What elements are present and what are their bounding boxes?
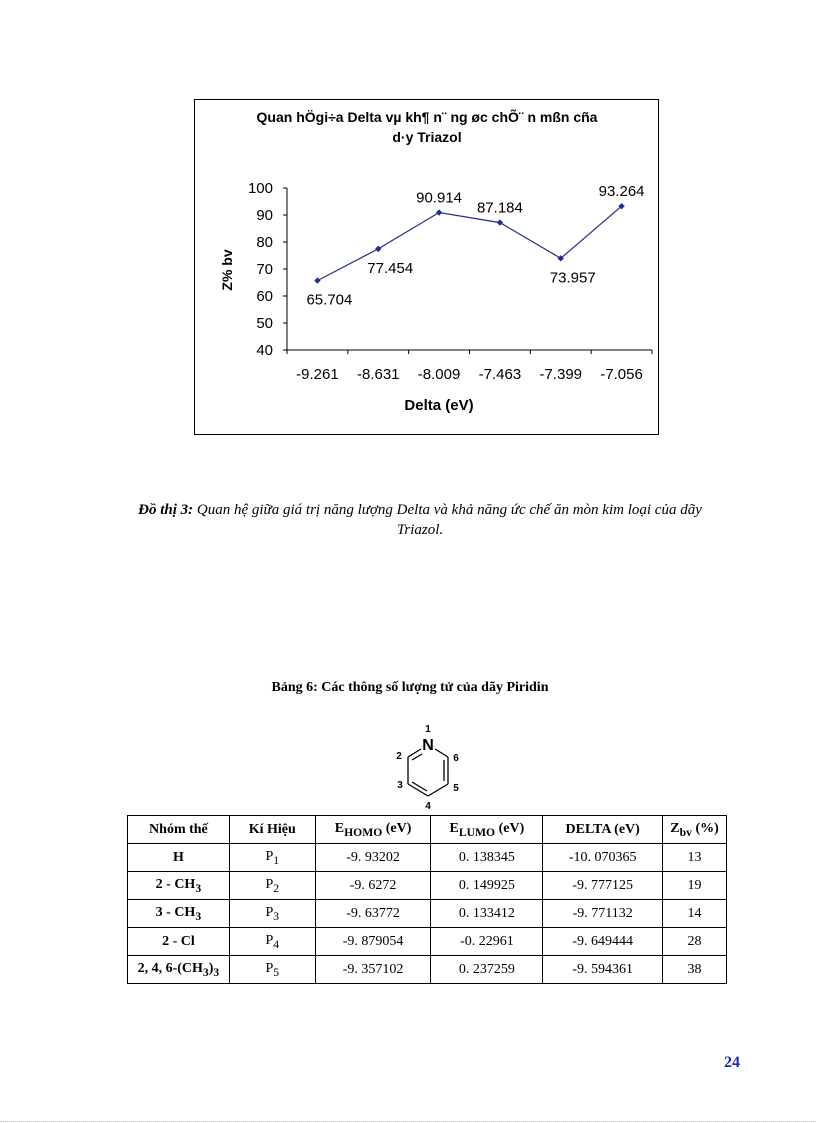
caption-label: Đồ thị 3: xyxy=(138,502,194,518)
cell-z: 13 xyxy=(663,844,727,872)
y-tick-label: 40 xyxy=(256,342,273,359)
cell-delta: -9. 771132 xyxy=(543,900,663,928)
y-tick-label: 60 xyxy=(256,288,273,305)
x-tick-label: -9.261 xyxy=(296,366,339,383)
data-point xyxy=(375,246,381,252)
data-label: 90.914 xyxy=(416,189,463,207)
header-delta: DELTA (eV) xyxy=(543,816,663,844)
cell-symbol: $P_5$ xyxy=(229,956,315,984)
cell-delta: -9. 649444 xyxy=(543,928,663,956)
cell-group: 2, 4, $6-(CH_3)_3$ xyxy=(128,956,230,984)
header-z: $Z_{bv}$ (%) xyxy=(663,816,727,844)
cell-elumo: 0. 149925 xyxy=(431,872,543,900)
position-1-label: 1 xyxy=(425,724,431,735)
table-row xyxy=(128,900,727,928)
y-axis-label: Z% bv xyxy=(219,249,235,291)
x-tick-label: -7.056 xyxy=(600,366,643,383)
cell-group: H xyxy=(128,844,230,872)
cell-group: 2 - Cl xyxy=(128,928,230,956)
cell-delta: -9. 777125 xyxy=(543,872,663,900)
cell-symbol: $P_1$ xyxy=(229,844,315,872)
header-symbol: Kí Hiệu xyxy=(229,816,315,844)
pyridine-structure xyxy=(380,720,470,812)
data-label: 93.264 xyxy=(598,183,645,201)
table-row xyxy=(128,956,727,984)
cell-z: 19 xyxy=(663,872,727,900)
x-tick-label: -7.463 xyxy=(478,366,522,383)
chart-title-line2: d·y Triazol xyxy=(392,129,462,145)
cell-z: 38 xyxy=(663,956,727,984)
table-header-row xyxy=(128,816,727,844)
bond-n-c6 xyxy=(435,749,448,757)
cell-ehomo: -9. 879054 xyxy=(315,928,431,956)
header-elumo: $E_{LUMO}$ (eV) xyxy=(431,816,543,844)
x-tick-label: -7.399 xyxy=(539,366,583,383)
chart-svg xyxy=(195,100,658,434)
x-tick-label: -8.631 xyxy=(356,366,400,383)
data-label: 77.454 xyxy=(367,259,414,277)
table-title: Bảng 6: Các thông số lượng tử của dãy Piridin xyxy=(271,680,549,695)
cell-delta: -10. 070365 xyxy=(543,844,663,872)
cell-ehomo: -9. 357102 xyxy=(315,956,431,984)
data-label: 65.704 xyxy=(306,291,353,309)
cell-ehomo: -9. 93202 xyxy=(315,844,431,872)
cell-symbol: $P_2$ xyxy=(229,872,315,900)
cell-ehomo: -9. 6272 xyxy=(315,872,431,900)
chart-title-line1: Quan hÖgi÷a Delta vµ kh¶ n¨ ng øc chÕ¨ n mßn cña xyxy=(256,109,598,125)
figure-caption xyxy=(120,500,720,540)
position-5-label: 5 xyxy=(453,783,459,794)
header-group: Nhóm thế xyxy=(128,816,230,844)
bond-c4-c3-inner xyxy=(412,782,427,791)
cell-elumo: 0. 237259 xyxy=(431,956,543,984)
page-number: 24 xyxy=(724,1054,740,1071)
plot-area xyxy=(248,180,652,383)
y-tick-label: 90 xyxy=(256,207,273,224)
bond-c2-n-inner xyxy=(412,754,422,760)
cell-group: $3 - CH_3$ xyxy=(128,900,230,928)
y-tick-label: 70 xyxy=(256,261,273,278)
table-row xyxy=(128,928,727,956)
position-3-label: 3 xyxy=(397,780,403,791)
data-point xyxy=(436,209,442,215)
x-axis-label: Delta (eV) xyxy=(404,397,474,414)
cell-elumo: 0. 138345 xyxy=(431,844,543,872)
data-point xyxy=(314,277,320,283)
cell-symbol: $P_3$ xyxy=(229,900,315,928)
data-point xyxy=(497,219,503,225)
data-label: 87.184 xyxy=(476,199,523,217)
data-label: 73.957 xyxy=(549,269,596,287)
cell-elumo: -0. 22961 xyxy=(431,928,543,956)
position-4-label: 4 xyxy=(425,801,431,812)
cell-z: 28 xyxy=(663,928,727,956)
header-ehomo: $E_{HOMO}$ (eV) xyxy=(315,816,431,844)
chart-frame xyxy=(194,99,659,435)
x-tick-label: -8.009 xyxy=(417,366,461,383)
page-bottom-divider xyxy=(0,1121,816,1122)
position-6-label: 6 xyxy=(453,753,459,764)
cell-elumo: 0. 133412 xyxy=(431,900,543,928)
nitrogen-atom: N xyxy=(422,737,434,754)
y-tick-label: 100 xyxy=(247,180,273,197)
y-tick-label: 80 xyxy=(256,234,273,251)
cell-group: $2 - CH_3$ xyxy=(128,872,230,900)
y-tick-label: 50 xyxy=(256,315,273,332)
table-row xyxy=(128,844,727,872)
position-2-label: 2 xyxy=(396,751,402,762)
piridin-table xyxy=(127,815,727,984)
cell-ehomo: -9. 63772 xyxy=(315,900,431,928)
table-row xyxy=(128,872,727,900)
cell-z: 14 xyxy=(663,900,727,928)
cell-delta: -9. 594361 xyxy=(543,956,663,984)
bond-c5-c4 xyxy=(428,784,448,796)
cell-symbol: $P_4$ xyxy=(229,928,315,956)
caption-text: Quan hệ giữa giá trị năng lượng Delta và khả năng ức chế ăn mòn kim loại của dãy Triazol. xyxy=(196,502,702,538)
